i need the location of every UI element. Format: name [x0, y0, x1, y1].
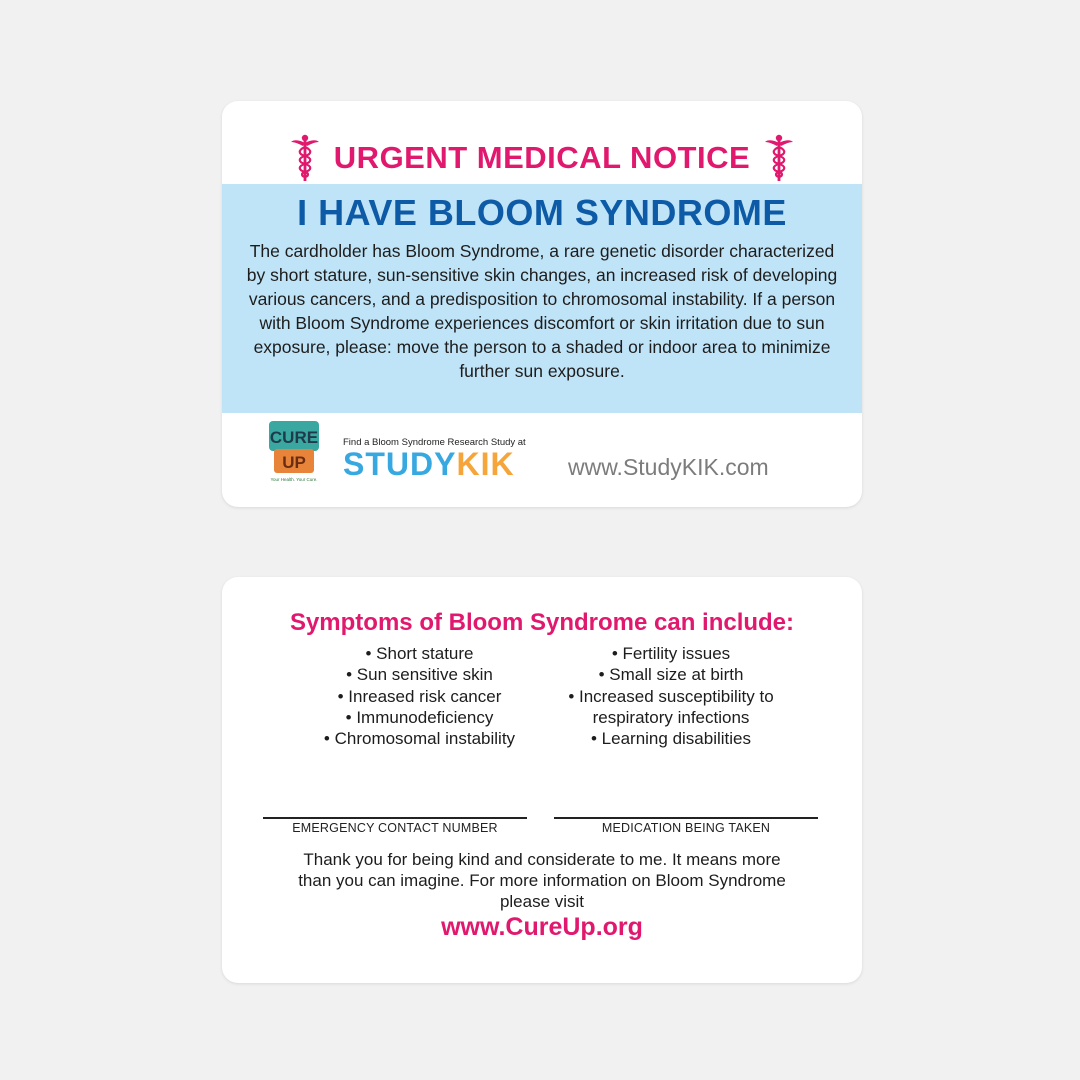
cureup-logo-text-bottom: UP: [282, 453, 306, 472]
symptoms-list-right: [542, 643, 800, 749]
studykik-logo: [343, 446, 515, 482]
studykik-logo-study: STUDY: [343, 446, 457, 482]
info-band: [222, 184, 862, 413]
list-item: • Small size at birth: [598, 665, 744, 685]
list-item: • Inreased risk cancer: [337, 686, 502, 706]
thanks-text: Thank you for being kind and considerate to me. It means more than you can imagine. For more information on Bloom Syndrome please visit: [298, 850, 786, 911]
list-item: • Chromosomal instability: [323, 729, 516, 749]
medication-line: MEDICATION BEING TAKEN: [554, 817, 818, 835]
cureup-logo-motto: Your Health. Your Cure.: [270, 477, 318, 482]
front-card: [222, 101, 862, 507]
emergency-contact-line: EMERGENCY CONTACT NUMBER: [263, 817, 527, 835]
cureup-logo: [266, 419, 322, 483]
back-card: [222, 577, 862, 983]
cureup-logo-text-top: CURE: [269, 428, 319, 447]
description-text: The cardholder has Bloom Syndrome, a rare genetic disorder characterized by short stature, sun-sensitive skin changes, an increased risk of developing various cancers, and a predisposition to chromosomal instability. If a person with Bloom Syndrome experiences discomfort or skin irritation due to sun exposure, please: move the person to a shaded or indoor area to minimize further sun exposure.: [246, 241, 838, 381]
studykik-url: www.StudyKIK.com: [568, 454, 769, 480]
symptoms-list-left: [282, 643, 557, 749]
list-item: respiratory infections: [592, 707, 750, 727]
list-item: • Sun sensitive skin: [346, 665, 493, 685]
studykik-tagline: Find a Bloom Syndrome Research Study at: [343, 437, 526, 448]
headline: I HAVE BLOOM SYNDROME: [297, 192, 787, 233]
list-item: • Learning disabilities: [591, 729, 751, 749]
list-item: • Immunodeficiency: [345, 707, 494, 727]
list-item: • Increased susceptibility to: [568, 686, 774, 706]
caduceus-icon: [764, 134, 794, 182]
caduceus-icon: [290, 134, 320, 182]
list-item: • Short stature: [365, 644, 474, 663]
cureup-url: www.CureUp.org: [441, 913, 643, 941]
notice-title: URGENT MEDICAL NOTICE: [333, 140, 751, 175]
notice-header: [222, 129, 862, 187]
studykik-logo-kik: KIK: [456, 446, 515, 482]
symptoms-title: Symptoms of Bloom Syndrome can include:: [289, 609, 795, 636]
list-item: • Fertility issues: [611, 644, 731, 663]
